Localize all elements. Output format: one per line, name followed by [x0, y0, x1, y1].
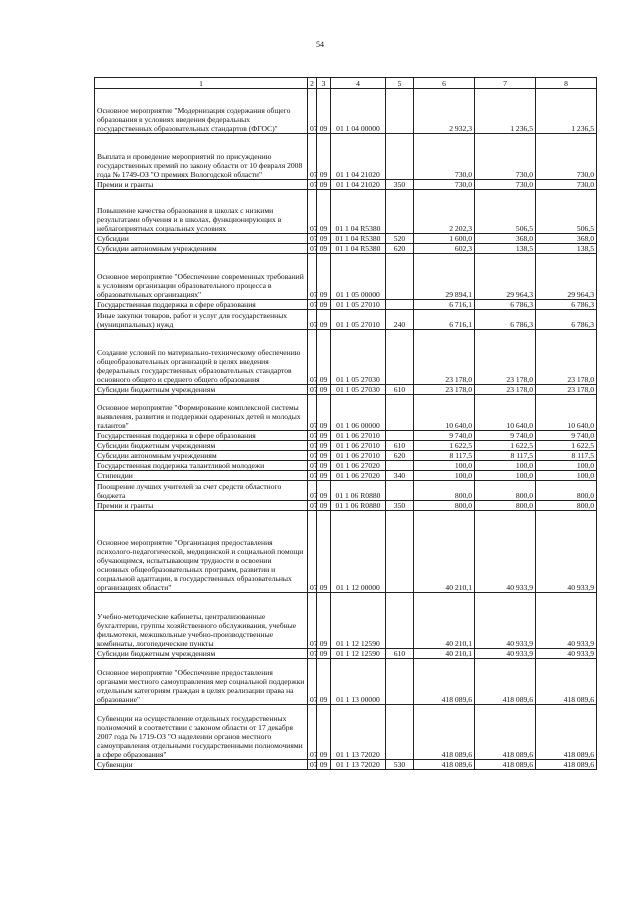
target-article-cell: 01 1 06 00000: [331, 395, 386, 431]
row-name-cell: Премии и гранты: [95, 180, 308, 190]
amount-col8-cell: 138,5: [536, 244, 597, 254]
grbs-cell: 07: [308, 310, 317, 330]
grbs-cell: 07: [308, 254, 317, 300]
grbs-cell: 07: [308, 511, 317, 593]
budget-table: [94, 77, 597, 770]
section-cell: 09: [317, 190, 331, 234]
amount-col8-cell: 730,0: [536, 180, 597, 190]
target-article-cell: 01 1 05 27010: [331, 310, 386, 330]
section-cell: 09: [317, 385, 331, 395]
table-row: [95, 760, 597, 770]
expense-type-cell: 240: [386, 310, 414, 330]
amount-col7-cell: 368,0: [475, 234, 536, 244]
target-article-cell: 01 1 05 27030: [331, 330, 386, 385]
amount-col8-cell: 800,0: [536, 481, 597, 501]
row-name-cell: Основное мероприятие "Обеспечение предоставления органами местного самоуправления мер социальной поддержки отдельным категориям граждан в целях реализации права на образование": [95, 659, 308, 705]
expense-type-cell: 350: [386, 180, 414, 190]
expense-type-cell: 350: [386, 501, 414, 511]
section-cell: 09: [317, 593, 331, 649]
amount-col7-cell: 29 964,3: [475, 254, 536, 300]
target-article-cell: 01 1 06 27010: [331, 431, 386, 441]
grbs-cell: 07: [308, 659, 317, 705]
amount-col6-cell: 800,0: [414, 501, 475, 511]
section-cell: 09: [317, 134, 331, 180]
table-row: [95, 511, 597, 593]
expense-type-cell: [386, 593, 414, 649]
table-row: [95, 705, 597, 760]
table-row: [95, 395, 597, 431]
amount-col7-cell: 6 786,3: [475, 300, 536, 310]
amount-col6-cell: 29 894,1: [414, 254, 475, 300]
grbs-cell: 07: [308, 501, 317, 511]
expense-type-cell: [386, 461, 414, 471]
target-article-cell: 01 1 13 00000: [331, 659, 386, 705]
grbs-cell: 07: [308, 431, 317, 441]
expense-type-cell: [386, 659, 414, 705]
section-cell: 09: [317, 501, 331, 511]
target-article-cell: 01 1 06 R0880: [331, 501, 386, 511]
grbs-cell: 07: [308, 190, 317, 234]
section-cell: 09: [317, 254, 331, 300]
grbs-cell: 07: [308, 593, 317, 649]
row-name-cell: Иные закупки товаров, работ и услуг для государственных (муниципальных) нужд: [95, 310, 308, 330]
row-name-cell: Субсидии автономным учреждениям: [95, 451, 308, 461]
amount-col7-cell: 138,5: [475, 244, 536, 254]
expense-type-cell: [386, 134, 414, 180]
amount-col7-cell: 418 089,6: [475, 659, 536, 705]
grbs-cell: 07: [308, 385, 317, 395]
amount-col8-cell: 418 089,6: [536, 760, 597, 770]
page-number: 54: [316, 40, 324, 49]
grbs-cell: 07: [308, 330, 317, 385]
grbs-cell: 07: [308, 481, 317, 501]
section-cell: 09: [317, 89, 331, 134]
section-cell: 09: [317, 760, 331, 770]
row-name-cell: Основное мероприятие "Формирование комплексной системы выявления, развития и поддержки одаренных детей и молодых талантов": [95, 395, 308, 431]
row-name-cell: Выплата и проведение мероприятий по присуждению государственных премий по закону области от 10 февраля 2008 года № 1749-ОЗ "О премиях Вологодской области": [95, 134, 308, 180]
row-name-cell: Субвенции: [95, 760, 308, 770]
grbs-cell: 07: [308, 300, 317, 310]
expense-type-cell: 620: [386, 451, 414, 461]
amount-col7-cell: 418 089,6: [475, 705, 536, 760]
section-cell: 09: [317, 511, 331, 593]
amount-col7-cell: 1 622,5: [475, 441, 536, 451]
table-row: [95, 659, 597, 705]
target-article-cell: 01 1 04 R5380: [331, 190, 386, 234]
amount-col6-cell: 418 089,6: [414, 705, 475, 760]
section-cell: 09: [317, 649, 331, 659]
amount-col7-cell: 800,0: [475, 481, 536, 501]
amount-col6-cell: 23 178,0: [414, 385, 475, 395]
amount-col7-cell: 730,0: [475, 180, 536, 190]
expense-type-cell: 520: [386, 234, 414, 244]
amount-col7-cell: 23 178,0: [475, 330, 536, 385]
amount-col6-cell: 418 089,6: [414, 659, 475, 705]
amount-col7-cell: 100,0: [475, 471, 536, 481]
table-row: [95, 431, 597, 441]
grbs-cell: 07: [308, 234, 317, 244]
table-row: [95, 330, 597, 385]
target-article-cell: 01 1 04 R5380: [331, 234, 386, 244]
grbs-cell: 07: [308, 244, 317, 254]
header-cell-2: 2: [308, 78, 317, 89]
amount-col6-cell: 6 716,1: [414, 300, 475, 310]
amount-col8-cell: 730,0: [536, 134, 597, 180]
expense-type-cell: 340: [386, 471, 414, 481]
table-row: [95, 234, 597, 244]
target-article-cell: 01 1 04 00000: [331, 89, 386, 134]
table-row: [95, 190, 597, 234]
amount-col7-cell: 506,5: [475, 190, 536, 234]
row-name-cell: Создание условий по материально-техническому обеспечению общеобразовательных организаций в целях введения федеральных государственных образовательных стандартов основного общего и среднего общего образования: [95, 330, 308, 385]
header-cell-5: 5: [386, 78, 414, 89]
table-row: [95, 441, 597, 451]
expense-type-cell: [386, 395, 414, 431]
section-cell: 09: [317, 481, 331, 501]
amount-col6-cell: 2 932,3: [414, 89, 475, 134]
target-article-cell: 01 1 04 R5380: [331, 244, 386, 254]
amount-col7-cell: 40 933,9: [475, 649, 536, 659]
target-article-cell: 01 1 06 27010: [331, 441, 386, 451]
amount-col7-cell: 1 236,5: [475, 89, 536, 134]
amount-col6-cell: 40 210,1: [414, 593, 475, 649]
amount-col8-cell: 506,5: [536, 190, 597, 234]
expense-type-cell: 610: [386, 649, 414, 659]
target-article-cell: 01 1 05 00000: [331, 254, 386, 300]
grbs-cell: 07: [308, 451, 317, 461]
row-name-cell: Поощрение лучших учителей за счет средств областного бюджета: [95, 481, 308, 501]
table-row: [95, 89, 597, 134]
amount-col7-cell: 9 740,0: [475, 431, 536, 441]
section-cell: 09: [317, 310, 331, 330]
section-cell: 09: [317, 330, 331, 385]
amount-col7-cell: 6 786,3: [475, 310, 536, 330]
amount-col7-cell: 730,0: [475, 134, 536, 180]
row-name-cell: Стипендии: [95, 471, 308, 481]
amount-col6-cell: 100,0: [414, 471, 475, 481]
section-cell: 09: [317, 431, 331, 441]
table-row: [95, 501, 597, 511]
amount-col8-cell: 6 786,3: [536, 310, 597, 330]
amount-col7-cell: 8 117,5: [475, 451, 536, 461]
table-row: [95, 180, 597, 190]
table-row: [95, 593, 597, 649]
expense-type-cell: [386, 481, 414, 501]
target-article-cell: 01 1 06 27020: [331, 471, 386, 481]
header-cell-3: 3: [317, 78, 331, 89]
row-name-cell: Субсидии бюджетным учреждениям: [95, 441, 308, 451]
amount-col6-cell: 40 210,1: [414, 649, 475, 659]
row-name-cell: Государственная поддержка в сфере образования: [95, 431, 308, 441]
amount-col6-cell: 800,0: [414, 481, 475, 501]
amount-col8-cell: 418 089,6: [536, 705, 597, 760]
amount-col8-cell: 29 964,3: [536, 254, 597, 300]
amount-col6-cell: 2 202,3: [414, 190, 475, 234]
amount-col7-cell: 40 933,9: [475, 511, 536, 593]
header-cell-4: 4: [331, 78, 386, 89]
target-article-cell: 01 1 04 21020: [331, 180, 386, 190]
target-article-cell: 01 1 06 R0880: [331, 481, 386, 501]
target-article-cell: 01 1 13 72020: [331, 760, 386, 770]
table-row: [95, 461, 597, 471]
amount-col8-cell: 6 786,3: [536, 300, 597, 310]
section-cell: 09: [317, 441, 331, 451]
table-row: [95, 310, 597, 330]
row-name-cell: Субсидии бюджетным учреждениям: [95, 385, 308, 395]
target-article-cell: 01 1 12 00000: [331, 511, 386, 593]
row-name-cell: Субсидии автономным учреждениям: [95, 244, 308, 254]
amount-col8-cell: 1 622,5: [536, 441, 597, 451]
row-name-cell: Учебно-методические кабинеты, централизованные бухгалтерии, группы хозяйственного обслуживания, учебные фильмотеки, межшкольные учебно-производственные комбинаты, логопедические пункты: [95, 593, 308, 649]
row-name-cell: Основное мероприятие "Обеспечение современных требований к условиям организации образовательного процесса в образовательных организациях": [95, 254, 308, 300]
target-article-cell: 01 1 05 27010: [331, 300, 386, 310]
amount-col6-cell: 730,0: [414, 180, 475, 190]
table-row: [95, 481, 597, 501]
amount-col7-cell: 418 089,6: [475, 760, 536, 770]
section-cell: 09: [317, 180, 331, 190]
row-name-cell: Основное мероприятие "Модернизация содержания общего образования в условиях введения федеральных государственных образовательных стандартов (ФГОС)": [95, 89, 308, 134]
target-article-cell: 01 1 13 72020: [331, 705, 386, 760]
table-row: [95, 471, 597, 481]
expense-type-cell: [386, 705, 414, 760]
grbs-cell: 07: [308, 395, 317, 431]
row-name-cell: Государственная поддержка талантливой молодежи: [95, 461, 308, 471]
grbs-cell: 07: [308, 461, 317, 471]
section-cell: 09: [317, 705, 331, 760]
expense-type-cell: [386, 330, 414, 385]
expense-type-cell: [386, 89, 414, 134]
amount-col6-cell: 730,0: [414, 134, 475, 180]
amount-col6-cell: 1 600,0: [414, 234, 475, 244]
amount-col8-cell: 100,0: [536, 461, 597, 471]
section-cell: 09: [317, 659, 331, 705]
section-cell: 09: [317, 395, 331, 431]
grbs-cell: 07: [308, 134, 317, 180]
grbs-cell: 07: [308, 760, 317, 770]
amount-col7-cell: 40 933,9: [475, 593, 536, 649]
amount-col8-cell: 100,0: [536, 471, 597, 481]
expense-type-cell: [386, 431, 414, 441]
amount-col8-cell: 40 933,9: [536, 511, 597, 593]
amount-col6-cell: 8 117,5: [414, 451, 475, 461]
expense-type-cell: 620: [386, 244, 414, 254]
expense-type-cell: 610: [386, 441, 414, 451]
row-name-cell: Государственная поддержка в сфере образования: [95, 300, 308, 310]
section-cell: 09: [317, 451, 331, 461]
target-article-cell: 01 1 05 27030: [331, 385, 386, 395]
header-cell-7: 7: [475, 78, 536, 89]
grbs-cell: 07: [308, 180, 317, 190]
row-name-cell: Повышение качества образования в школах с низкими результатами обучения и в школах, функционирующих в неблагоприятных социальных условиях: [95, 190, 308, 234]
row-name-cell: Основное мероприятие "Организация предоставления психолого-педагогической, медицинской и социальной помощи обучающимся, испытывающим трудности в освоении основных общеобразовательных программ, развитии и социальной адаптации, в государственных образовательных организациях области": [95, 511, 308, 593]
amount-col6-cell: 1 622,5: [414, 441, 475, 451]
amount-col6-cell: 6 716,1: [414, 310, 475, 330]
amount-col6-cell: 602,3: [414, 244, 475, 254]
grbs-cell: 07: [308, 649, 317, 659]
table-row: [95, 254, 597, 300]
header-cell-6: 6: [414, 78, 475, 89]
table-row: [95, 300, 597, 310]
row-name-cell: Премии и гранты: [95, 501, 308, 511]
amount-col7-cell: 23 178,0: [475, 385, 536, 395]
table-row: [95, 244, 597, 254]
amount-col7-cell: 10 640,0: [475, 395, 536, 431]
amount-col6-cell: 40 210,1: [414, 511, 475, 593]
header-row: [95, 78, 597, 89]
row-name-cell: Субсидии: [95, 234, 308, 244]
amount-col6-cell: 100,0: [414, 461, 475, 471]
row-name-cell: Субсидии бюджетным учреждениям: [95, 649, 308, 659]
target-article-cell: 01 1 06 27020: [331, 461, 386, 471]
target-article-cell: 01 1 12 12590: [331, 649, 386, 659]
section-cell: 09: [317, 461, 331, 471]
amount-col7-cell: 100,0: [475, 461, 536, 471]
amount-col8-cell: 368,0: [536, 234, 597, 244]
header-cell-8: 8: [536, 78, 597, 89]
section-cell: 09: [317, 471, 331, 481]
amount-col8-cell: 10 640,0: [536, 395, 597, 431]
amount-col8-cell: 23 178,0: [536, 330, 597, 385]
expense-type-cell: [386, 190, 414, 234]
amount-col8-cell: 9 740,0: [536, 431, 597, 441]
amount-col6-cell: 23 178,0: [414, 330, 475, 385]
header-cell-1: 1: [95, 78, 308, 89]
amount-col8-cell: 418 089,6: [536, 659, 597, 705]
target-article-cell: 01 1 04 21020: [331, 134, 386, 180]
amount-col8-cell: 23 178,0: [536, 385, 597, 395]
grbs-cell: 07: [308, 441, 317, 451]
expense-type-cell: 610: [386, 385, 414, 395]
amount-col6-cell: 418 089,6: [414, 760, 475, 770]
grbs-cell: 07: [308, 705, 317, 760]
expense-type-cell: [386, 300, 414, 310]
row-name-cell: Субвенции на осуществление отдельных государственных полномочий в соответствии с законом области от 17 декабря 2007 года № 1719-ОЗ "О наделении органов местного самоуправления отдельными государственными полномочиями в сфере образования": [95, 705, 308, 760]
expense-type-cell: 530: [386, 760, 414, 770]
target-article-cell: 01 1 12 12590: [331, 593, 386, 649]
table-row: [95, 385, 597, 395]
table-row: [95, 134, 597, 180]
section-cell: 09: [317, 244, 331, 254]
expense-type-cell: [386, 254, 414, 300]
expense-type-cell: [386, 511, 414, 593]
grbs-cell: 07: [308, 89, 317, 134]
amount-col6-cell: 9 740,0: [414, 431, 475, 441]
amount-col7-cell: 800,0: [475, 501, 536, 511]
table-row: [95, 649, 597, 659]
amount-col8-cell: 8 117,5: [536, 451, 597, 461]
table-body: [95, 89, 597, 770]
grbs-cell: 07: [308, 471, 317, 481]
table-row: [95, 451, 597, 461]
section-cell: 09: [317, 234, 331, 244]
amount-col8-cell: 40 933,9: [536, 649, 597, 659]
section-cell: 09: [317, 300, 331, 310]
amount-col8-cell: 1 236,5: [536, 89, 597, 134]
amount-col8-cell: 40 933,9: [536, 593, 597, 649]
amount-col6-cell: 10 640,0: [414, 395, 475, 431]
target-article-cell: 01 1 06 27010: [331, 451, 386, 461]
amount-col8-cell: 800,0: [536, 501, 597, 511]
